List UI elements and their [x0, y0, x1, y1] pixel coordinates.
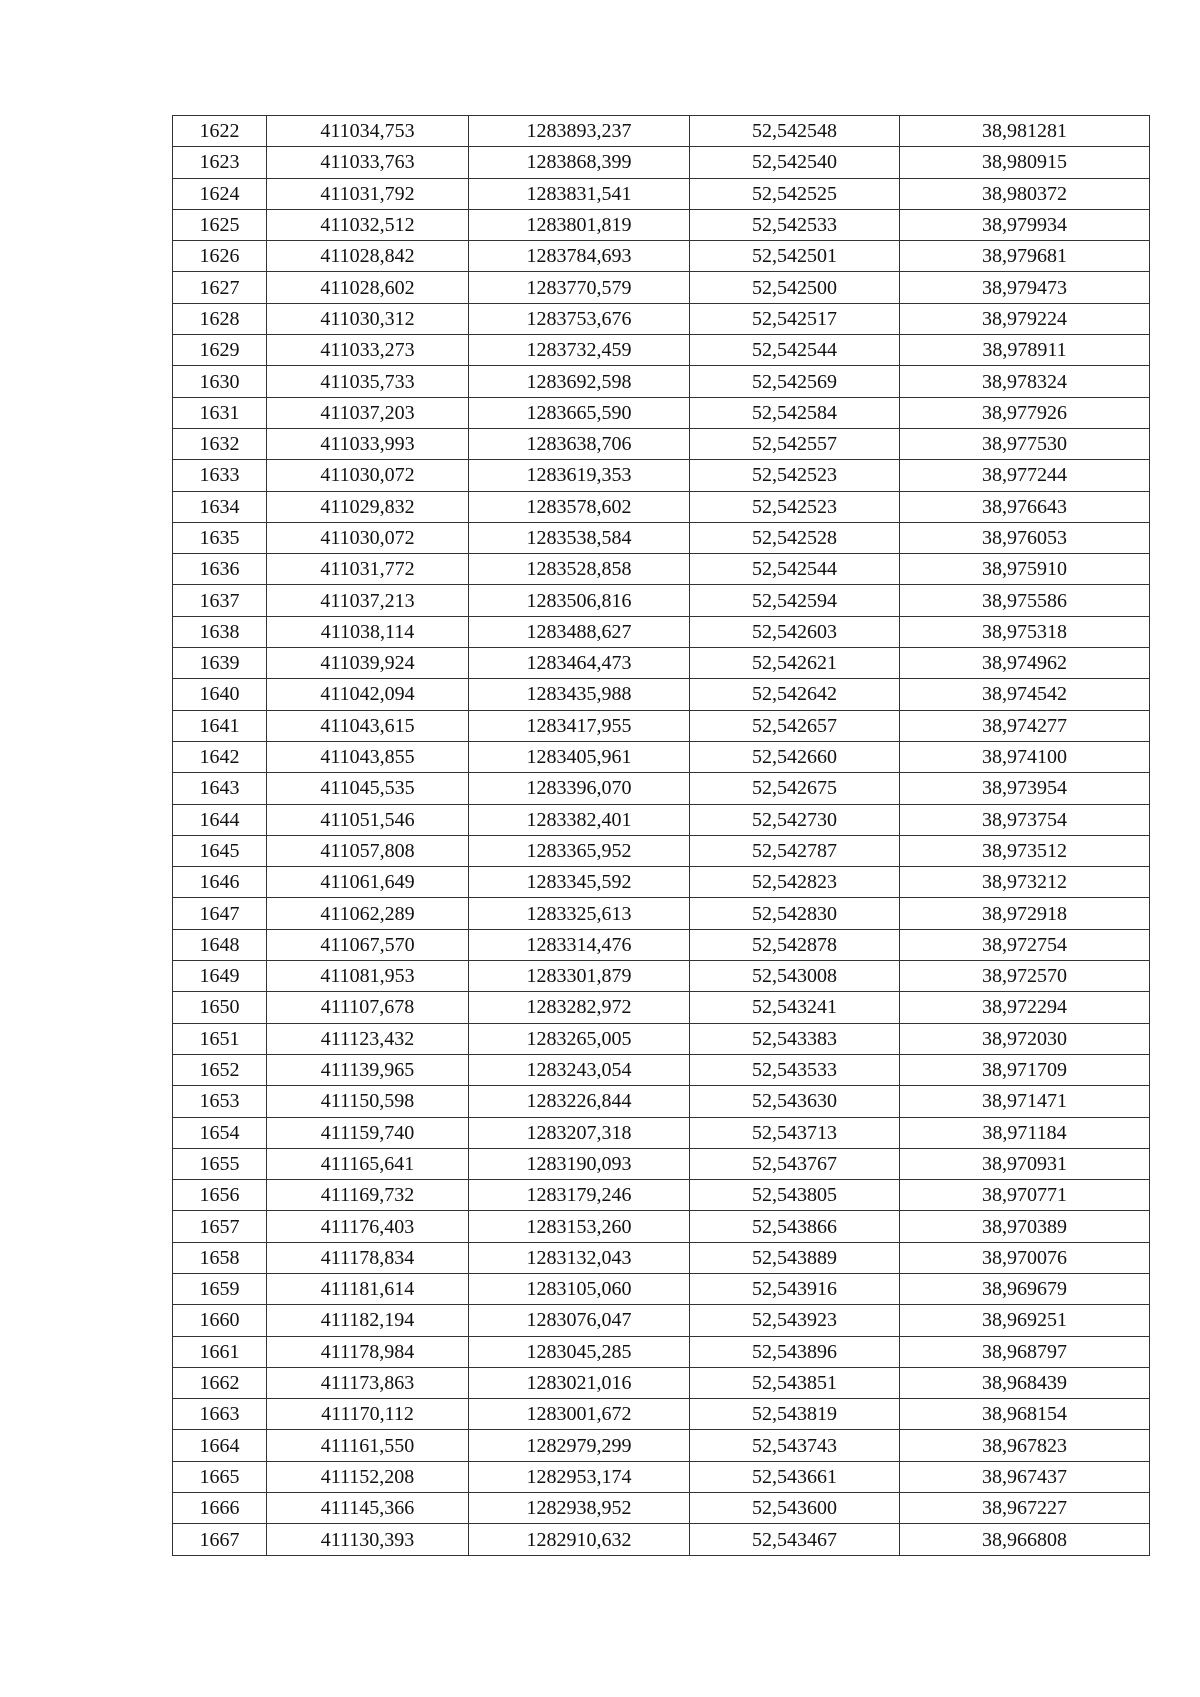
latitude-cell: 52,542517 [690, 303, 900, 334]
point-number-cell: 1640 [173, 679, 267, 710]
latitude-cell: 52,543916 [690, 1273, 900, 1304]
longitude-cell: 38,970771 [900, 1180, 1150, 1211]
y-coordinate-cell: 1283893,237 [469, 116, 690, 147]
latitude-cell: 52,542540 [690, 147, 900, 178]
table-row [173, 428, 1150, 459]
x-coordinate-cell: 411169,732 [267, 1180, 469, 1211]
longitude-cell: 38,975318 [900, 616, 1150, 647]
y-coordinate-cell: 1283207,318 [469, 1117, 690, 1148]
y-coordinate-cell: 1283868,399 [469, 147, 690, 178]
y-coordinate-cell: 1283464,473 [469, 648, 690, 679]
longitude-cell: 38,981281 [900, 116, 1150, 147]
table-row [173, 366, 1150, 397]
point-number-cell: 1663 [173, 1399, 267, 1430]
table-row [173, 460, 1150, 491]
x-coordinate-cell: 411107,678 [267, 992, 469, 1023]
x-coordinate-cell: 411178,984 [267, 1336, 469, 1367]
table-row [173, 397, 1150, 428]
longitude-cell: 38,975586 [900, 585, 1150, 616]
table-row [173, 1399, 1150, 1430]
x-coordinate-cell: 411161,550 [267, 1430, 469, 1461]
latitude-cell: 52,542523 [690, 460, 900, 491]
y-coordinate-cell: 1283506,816 [469, 585, 690, 616]
y-coordinate-cell: 1282979,299 [469, 1430, 690, 1461]
latitude-cell: 52,542548 [690, 116, 900, 147]
point-number-cell: 1632 [173, 428, 267, 459]
latitude-cell: 52,542642 [690, 679, 900, 710]
longitude-cell: 38,978324 [900, 366, 1150, 397]
x-coordinate-cell: 411176,403 [267, 1211, 469, 1242]
table-row [173, 1054, 1150, 1085]
point-number-cell: 1654 [173, 1117, 267, 1148]
longitude-cell: 38,974962 [900, 648, 1150, 679]
longitude-cell: 38,971184 [900, 1117, 1150, 1148]
latitude-cell: 52,542533 [690, 209, 900, 240]
table-row [173, 1430, 1150, 1461]
y-coordinate-cell: 1283345,592 [469, 867, 690, 898]
y-coordinate-cell: 1283665,590 [469, 397, 690, 428]
longitude-cell: 38,966808 [900, 1524, 1150, 1555]
latitude-cell: 52,542569 [690, 366, 900, 397]
point-number-cell: 1653 [173, 1086, 267, 1117]
table-row [173, 1117, 1150, 1148]
longitude-cell: 38,967227 [900, 1493, 1150, 1524]
longitude-cell: 38,980372 [900, 178, 1150, 209]
table-row [173, 1461, 1150, 1492]
y-coordinate-cell: 1283076,047 [469, 1305, 690, 1336]
longitude-cell: 38,970389 [900, 1211, 1150, 1242]
table-row [173, 1305, 1150, 1336]
table-row [173, 648, 1150, 679]
x-coordinate-cell: 411038,114 [267, 616, 469, 647]
point-number-cell: 1642 [173, 741, 267, 772]
table-row [173, 1493, 1150, 1524]
latitude-cell: 52,543630 [690, 1086, 900, 1117]
table-row [173, 1336, 1150, 1367]
x-coordinate-cell: 411181,614 [267, 1273, 469, 1304]
table-row [173, 272, 1150, 303]
point-number-cell: 1661 [173, 1336, 267, 1367]
table-row [173, 116, 1150, 147]
y-coordinate-cell: 1282953,174 [469, 1461, 690, 1492]
x-coordinate-cell: 411030,072 [267, 460, 469, 491]
latitude-cell: 52,542500 [690, 272, 900, 303]
longitude-cell: 38,974100 [900, 741, 1150, 772]
point-number-cell: 1628 [173, 303, 267, 334]
table-row [173, 1180, 1150, 1211]
latitude-cell: 52,542830 [690, 898, 900, 929]
longitude-cell: 38,973954 [900, 773, 1150, 804]
point-number-cell: 1645 [173, 835, 267, 866]
x-coordinate-cell: 411028,842 [267, 241, 469, 272]
y-coordinate-cell: 1283538,584 [469, 522, 690, 553]
point-number-cell: 1638 [173, 616, 267, 647]
table-row [173, 209, 1150, 240]
latitude-cell: 52,543241 [690, 992, 900, 1023]
x-coordinate-cell: 411145,366 [267, 1493, 469, 1524]
longitude-cell: 38,980915 [900, 147, 1150, 178]
longitude-cell: 38,971471 [900, 1086, 1150, 1117]
x-coordinate-cell: 411130,393 [267, 1524, 469, 1555]
point-number-cell: 1634 [173, 491, 267, 522]
point-number-cell: 1626 [173, 241, 267, 272]
point-number-cell: 1664 [173, 1430, 267, 1461]
point-number-cell: 1639 [173, 648, 267, 679]
latitude-cell: 52,542787 [690, 835, 900, 866]
point-number-cell: 1657 [173, 1211, 267, 1242]
table-row [173, 1273, 1150, 1304]
y-coordinate-cell: 1283435,988 [469, 679, 690, 710]
longitude-cell: 38,968439 [900, 1367, 1150, 1398]
x-coordinate-cell: 411061,649 [267, 867, 469, 898]
longitude-cell: 38,970931 [900, 1148, 1150, 1179]
x-coordinate-cell: 411173,863 [267, 1367, 469, 1398]
longitude-cell: 38,973754 [900, 804, 1150, 835]
x-coordinate-cell: 411051,546 [267, 804, 469, 835]
longitude-cell: 38,972754 [900, 929, 1150, 960]
y-coordinate-cell: 1283301,879 [469, 961, 690, 992]
point-number-cell: 1662 [173, 1367, 267, 1398]
y-coordinate-cell: 1283021,016 [469, 1367, 690, 1398]
x-coordinate-cell: 411182,194 [267, 1305, 469, 1336]
y-coordinate-cell: 1282910,632 [469, 1524, 690, 1555]
longitude-cell: 38,976643 [900, 491, 1150, 522]
longitude-cell: 38,972918 [900, 898, 1150, 929]
point-number-cell: 1649 [173, 961, 267, 992]
point-number-cell: 1648 [173, 929, 267, 960]
table-row [173, 1367, 1150, 1398]
y-coordinate-cell: 1283831,541 [469, 178, 690, 209]
y-coordinate-cell: 1283578,602 [469, 491, 690, 522]
latitude-cell: 52,542584 [690, 397, 900, 428]
point-number-cell: 1627 [173, 272, 267, 303]
y-coordinate-cell: 1283770,579 [469, 272, 690, 303]
latitude-cell: 52,543713 [690, 1117, 900, 1148]
y-coordinate-cell: 1283405,961 [469, 741, 690, 772]
latitude-cell: 52,543600 [690, 1493, 900, 1524]
point-number-cell: 1633 [173, 460, 267, 491]
y-coordinate-cell: 1283190,093 [469, 1148, 690, 1179]
longitude-cell: 38,972030 [900, 1023, 1150, 1054]
latitude-cell: 52,543923 [690, 1305, 900, 1336]
x-coordinate-cell: 411067,570 [267, 929, 469, 960]
x-coordinate-cell: 411159,740 [267, 1117, 469, 1148]
table-row [173, 1148, 1150, 1179]
point-number-cell: 1647 [173, 898, 267, 929]
x-coordinate-cell: 411178,834 [267, 1242, 469, 1273]
y-coordinate-cell: 1283265,005 [469, 1023, 690, 1054]
y-coordinate-cell: 1283325,613 [469, 898, 690, 929]
point-number-cell: 1622 [173, 116, 267, 147]
latitude-cell: 52,543805 [690, 1180, 900, 1211]
longitude-cell: 38,971709 [900, 1054, 1150, 1085]
point-number-cell: 1666 [173, 1493, 267, 1524]
point-number-cell: 1646 [173, 867, 267, 898]
table-row [173, 679, 1150, 710]
latitude-cell: 52,542523 [690, 491, 900, 522]
x-coordinate-cell: 411033,763 [267, 147, 469, 178]
table-row [173, 147, 1150, 178]
latitude-cell: 52,542675 [690, 773, 900, 804]
y-coordinate-cell: 1283619,353 [469, 460, 690, 491]
table-row [173, 303, 1150, 334]
y-coordinate-cell: 1283417,955 [469, 710, 690, 741]
y-coordinate-cell: 1283801,819 [469, 209, 690, 240]
x-coordinate-cell: 411037,203 [267, 397, 469, 428]
longitude-cell: 38,973512 [900, 835, 1150, 866]
point-number-cell: 1650 [173, 992, 267, 1023]
longitude-cell: 38,977926 [900, 397, 1150, 428]
longitude-cell: 38,979473 [900, 272, 1150, 303]
point-number-cell: 1656 [173, 1180, 267, 1211]
y-coordinate-cell: 1283243,054 [469, 1054, 690, 1085]
y-coordinate-cell: 1283282,972 [469, 992, 690, 1023]
longitude-cell: 38,974277 [900, 710, 1150, 741]
latitude-cell: 52,542544 [690, 554, 900, 585]
longitude-cell: 38,969251 [900, 1305, 1150, 1336]
y-coordinate-cell: 1283784,693 [469, 241, 690, 272]
longitude-cell: 38,968797 [900, 1336, 1150, 1367]
latitude-cell: 52,543767 [690, 1148, 900, 1179]
x-coordinate-cell: 411123,432 [267, 1023, 469, 1054]
latitude-cell: 52,543743 [690, 1430, 900, 1461]
table-row [173, 1023, 1150, 1054]
point-number-cell: 1641 [173, 710, 267, 741]
y-coordinate-cell: 1282938,952 [469, 1493, 690, 1524]
table-row [173, 804, 1150, 835]
latitude-cell: 52,542657 [690, 710, 900, 741]
coordinates-table-body [173, 116, 1150, 1556]
point-number-cell: 1659 [173, 1273, 267, 1304]
table-row [173, 1524, 1150, 1555]
y-coordinate-cell: 1283226,844 [469, 1086, 690, 1117]
x-coordinate-cell: 411028,602 [267, 272, 469, 303]
x-coordinate-cell: 411030,072 [267, 522, 469, 553]
latitude-cell: 52,542730 [690, 804, 900, 835]
y-coordinate-cell: 1283382,401 [469, 804, 690, 835]
table-row [173, 710, 1150, 741]
x-coordinate-cell: 411043,615 [267, 710, 469, 741]
x-coordinate-cell: 411032,512 [267, 209, 469, 240]
y-coordinate-cell: 1283488,627 [469, 616, 690, 647]
table-row [173, 522, 1150, 553]
latitude-cell: 52,542525 [690, 178, 900, 209]
longitude-cell: 38,978911 [900, 335, 1150, 366]
table-row [173, 867, 1150, 898]
longitude-cell: 38,972294 [900, 992, 1150, 1023]
latitude-cell: 52,542621 [690, 648, 900, 679]
table-row [173, 585, 1150, 616]
x-coordinate-cell: 411030,312 [267, 303, 469, 334]
point-number-cell: 1658 [173, 1242, 267, 1273]
point-number-cell: 1630 [173, 366, 267, 397]
point-number-cell: 1660 [173, 1305, 267, 1336]
point-number-cell: 1651 [173, 1023, 267, 1054]
longitude-cell: 38,979934 [900, 209, 1150, 240]
latitude-cell: 52,543889 [690, 1242, 900, 1273]
x-coordinate-cell: 411034,753 [267, 116, 469, 147]
latitude-cell: 52,542544 [690, 335, 900, 366]
latitude-cell: 52,543661 [690, 1461, 900, 1492]
table-row [173, 992, 1150, 1023]
x-coordinate-cell: 411043,855 [267, 741, 469, 772]
x-coordinate-cell: 411152,208 [267, 1461, 469, 1492]
x-coordinate-cell: 411031,792 [267, 178, 469, 209]
x-coordinate-cell: 411033,993 [267, 428, 469, 459]
x-coordinate-cell: 411139,965 [267, 1054, 469, 1085]
table-row [173, 616, 1150, 647]
latitude-cell: 52,542557 [690, 428, 900, 459]
latitude-cell: 52,543866 [690, 1211, 900, 1242]
longitude-cell: 38,970076 [900, 1242, 1150, 1273]
point-number-cell: 1624 [173, 178, 267, 209]
latitude-cell: 52,543533 [690, 1054, 900, 1085]
x-coordinate-cell: 411035,733 [267, 366, 469, 397]
table-row [173, 491, 1150, 522]
table-row [173, 835, 1150, 866]
latitude-cell: 52,542823 [690, 867, 900, 898]
table-row [173, 1211, 1150, 1242]
x-coordinate-cell: 411042,094 [267, 679, 469, 710]
x-coordinate-cell: 411029,832 [267, 491, 469, 522]
latitude-cell: 52,542878 [690, 929, 900, 960]
point-number-cell: 1644 [173, 804, 267, 835]
y-coordinate-cell: 1283179,246 [469, 1180, 690, 1211]
point-number-cell: 1652 [173, 1054, 267, 1085]
x-coordinate-cell: 411081,953 [267, 961, 469, 992]
y-coordinate-cell: 1283396,070 [469, 773, 690, 804]
latitude-cell: 52,543383 [690, 1023, 900, 1054]
y-coordinate-cell: 1283638,706 [469, 428, 690, 459]
table-row [173, 898, 1150, 929]
latitude-cell: 52,542501 [690, 241, 900, 272]
point-number-cell: 1636 [173, 554, 267, 585]
y-coordinate-cell: 1283045,285 [469, 1336, 690, 1367]
point-number-cell: 1629 [173, 335, 267, 366]
x-coordinate-cell: 411039,924 [267, 648, 469, 679]
y-coordinate-cell: 1283692,598 [469, 366, 690, 397]
point-number-cell: 1623 [173, 147, 267, 178]
longitude-cell: 38,972570 [900, 961, 1150, 992]
table-row [173, 741, 1150, 772]
table-row [173, 929, 1150, 960]
latitude-cell: 52,543819 [690, 1399, 900, 1430]
x-coordinate-cell: 411045,535 [267, 773, 469, 804]
point-number-cell: 1637 [173, 585, 267, 616]
point-number-cell: 1631 [173, 397, 267, 428]
y-coordinate-cell: 1283528,858 [469, 554, 690, 585]
y-coordinate-cell: 1283732,459 [469, 335, 690, 366]
longitude-cell: 38,967823 [900, 1430, 1150, 1461]
longitude-cell: 38,979224 [900, 303, 1150, 334]
latitude-cell: 52,543467 [690, 1524, 900, 1555]
longitude-cell: 38,974542 [900, 679, 1150, 710]
y-coordinate-cell: 1283365,952 [469, 835, 690, 866]
x-coordinate-cell: 411033,273 [267, 335, 469, 366]
longitude-cell: 38,977244 [900, 460, 1150, 491]
table-row [173, 1086, 1150, 1117]
longitude-cell: 38,967437 [900, 1461, 1150, 1492]
point-number-cell: 1655 [173, 1148, 267, 1179]
x-coordinate-cell: 411062,289 [267, 898, 469, 929]
longitude-cell: 38,977530 [900, 428, 1150, 459]
longitude-cell: 38,968154 [900, 1399, 1150, 1430]
y-coordinate-cell: 1283001,672 [469, 1399, 690, 1430]
table-row [173, 1242, 1150, 1273]
x-coordinate-cell: 411165,641 [267, 1148, 469, 1179]
y-coordinate-cell: 1283314,476 [469, 929, 690, 960]
table-row [173, 178, 1150, 209]
table-row [173, 241, 1150, 272]
longitude-cell: 38,976053 [900, 522, 1150, 553]
table-row [173, 554, 1150, 585]
longitude-cell: 38,969679 [900, 1273, 1150, 1304]
latitude-cell: 52,542528 [690, 522, 900, 553]
y-coordinate-cell: 1283753,676 [469, 303, 690, 334]
latitude-cell: 52,542594 [690, 585, 900, 616]
table-row [173, 335, 1150, 366]
x-coordinate-cell: 411170,112 [267, 1399, 469, 1430]
point-number-cell: 1643 [173, 773, 267, 804]
latitude-cell: 52,542603 [690, 616, 900, 647]
point-number-cell: 1635 [173, 522, 267, 553]
coordinates-table [172, 115, 1150, 1556]
point-number-cell: 1665 [173, 1461, 267, 1492]
table-row [173, 961, 1150, 992]
point-number-cell: 1667 [173, 1524, 267, 1555]
y-coordinate-cell: 1283105,060 [469, 1273, 690, 1304]
longitude-cell: 38,973212 [900, 867, 1150, 898]
point-number-cell: 1625 [173, 209, 267, 240]
table-row [173, 773, 1150, 804]
longitude-cell: 38,975910 [900, 554, 1150, 585]
longitude-cell: 38,979681 [900, 241, 1150, 272]
latitude-cell: 52,543008 [690, 961, 900, 992]
x-coordinate-cell: 411150,598 [267, 1086, 469, 1117]
x-coordinate-cell: 411031,772 [267, 554, 469, 585]
latitude-cell: 52,543896 [690, 1336, 900, 1367]
latitude-cell: 52,542660 [690, 741, 900, 772]
x-coordinate-cell: 411057,808 [267, 835, 469, 866]
y-coordinate-cell: 1283132,043 [469, 1242, 690, 1273]
latitude-cell: 52,543851 [690, 1367, 900, 1398]
y-coordinate-cell: 1283153,260 [469, 1211, 690, 1242]
x-coordinate-cell: 411037,213 [267, 585, 469, 616]
